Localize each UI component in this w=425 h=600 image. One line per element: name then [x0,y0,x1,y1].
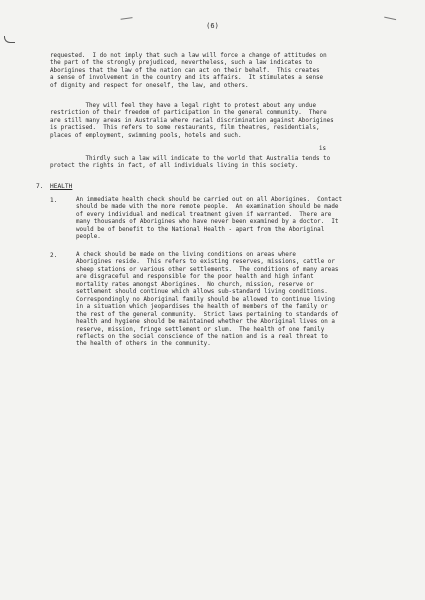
text-line: the health of others in the community. [76,341,211,348]
text-line: people. [76,234,101,241]
binding-mark [4,36,15,43]
section-title: HEALTH [50,183,73,190]
text-line: are disgraceful and responsible for the poor health and high infant [76,274,314,281]
text-line: restriction of their freedom of participation in the general community. There [50,110,327,117]
handwritten-insertion: is [319,146,327,152]
text-line: Correspondingly no Aboriginal family should be allowed to continue living [76,296,335,303]
text-line: requested. I do not imply that such a law will force a change of attitudes on [50,53,327,59]
section-number: 7. [36,183,44,190]
health-item-1 [76,197,342,242]
text-line: many thousands of Aborigines who have never been examined by a doctor. It [76,219,339,226]
item-number: 1. [50,197,58,204]
text-line: Aborigines reside. This refers to existing reserves, missions, cattle or [76,259,335,266]
scan-mark [384,9,398,20]
text-line: of every individual and medical treatment given if warranted. There are [76,211,332,218]
text-line: Thirdly such a law will indicate to the world that Australia tends to [50,156,331,162]
text-line: the part of the strongly prejudiced, nevertheless, such a law indicates to [50,60,313,67]
text-line: reserve, mission, fringe settlement or slum. The health of one family [76,326,325,333]
text-line: protect the rights in fact, of all individuals living in this society. [50,163,299,170]
text-line: is practised. This refers to some restaurants, film theatres, residentials, [50,125,320,132]
text-line: a sense of involvement in the country and its affairs. It stimulates a sense [50,75,324,82]
text-line: mortality rates amongst Aborigines. No church, mission, reserve or [76,281,314,288]
text-line: in a situation which jeopardises the health of members of the family or [76,304,328,311]
text-line: An immediate health check should be carried out on all Aborigines. Contact [76,197,342,203]
text-line: would be of benefit to the National Health - apart from the Aboriginal [76,226,325,233]
text-line: the rest of the general community. Strict laws pertaining to standards of [76,311,339,318]
text-line: health and hygiene should be maintained whether the Aboriginal lives on a [76,319,335,326]
text-line: reflects on the social conscience of the nation and is a real threat to [76,333,328,340]
text-line: settlement should continue which allows sub-standard living conditions. [76,289,328,296]
health-item-2 [76,252,338,349]
text-line: should be made with the more remote people. An examination should be made [76,204,339,211]
scan-mark [119,9,132,20]
text-line: of dignity and respect for oneself, the law, and others. [50,82,249,89]
paragraph-3 [50,156,330,171]
text-line: are still many areas in Australia where racial discrimination against Aborigines [50,117,334,124]
paragraph-1 [50,53,327,90]
text-line: places of employment, swimming pools, hotels and such. [50,132,242,139]
item-number: 2. [50,252,58,259]
text-line: A check should be made on the living conditions on areas where [76,252,296,258]
text-line: Aborigines that the law of the nation can act on their behalf. This creates [50,67,320,74]
text-line: sheep stations or various other settlements. The conditions of many areas [76,266,339,273]
text-line: They will feel they have a legal right to protest about any undue [50,103,316,109]
page-number: (6) [206,22,219,30]
paragraph-2 [50,103,334,140]
